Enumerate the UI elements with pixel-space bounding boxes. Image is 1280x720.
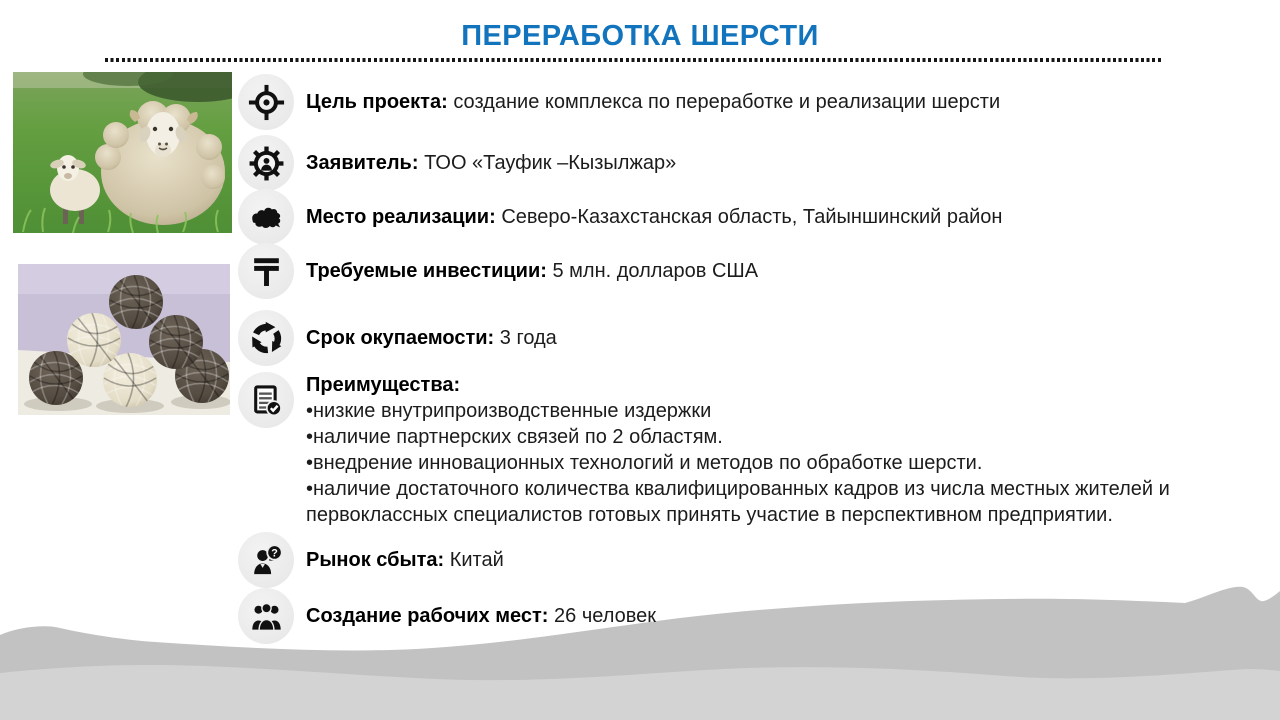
person-question-icon: [238, 532, 294, 588]
investment-value: 5 млн. долларов США: [552, 259, 759, 282]
market-row: [238, 532, 504, 588]
recycle-icon: [238, 310, 294, 366]
page-title: ПЕРЕРАБОТКА ШЕРСТИ: [461, 20, 819, 52]
location-label: Место реализации:: [306, 205, 496, 228]
question-glyph: ?: [270, 546, 278, 559]
location-row: [238, 189, 1002, 245]
payback-label: Срок окупаемости:: [306, 326, 495, 349]
target-icon: [238, 74, 294, 130]
jobs-label: Создание рабочих мест:: [306, 604, 549, 627]
yarn-photo: [18, 264, 230, 415]
payback-text: [306, 327, 557, 350]
project-goal-row: [238, 74, 1000, 130]
advantages-text: [306, 372, 1251, 528]
investment-text: [306, 260, 758, 283]
people-group-icon: [238, 588, 294, 644]
market-label: Рынок сбыта:: [306, 548, 445, 571]
project-goal-text: [306, 91, 1000, 114]
project-goal-value: создание комплекса по переработке и реализации шерсти: [453, 90, 1001, 113]
market-text: [306, 549, 504, 572]
jobs-row: [238, 588, 656, 644]
advantage-bullet: •низкие внутрипроизводственные издержки: [306, 400, 712, 422]
tenge-icon: [238, 243, 294, 299]
advantages-row: [238, 372, 1251, 528]
map-region-icon: [238, 189, 294, 245]
investment-row: [238, 243, 758, 299]
gear-person-icon: [238, 135, 294, 191]
document-check-icon: [238, 372, 294, 428]
location-text: [306, 206, 1002, 229]
sheep-photo: [13, 72, 232, 233]
applicant-value: ТОО «Тауфик –Кызылжар»: [424, 151, 677, 174]
project-goal-label: Цель проекта:: [306, 90, 448, 113]
jobs-value: 26 человек: [554, 604, 656, 627]
advantage-bullet: •внедрение инновационных технологий и методов по обработке шерсти.: [306, 452, 983, 474]
applicant-text: [306, 152, 676, 175]
market-value: Китай: [449, 548, 504, 571]
investment-label: Требуемые инвестиции:: [306, 259, 547, 282]
payback-value: 3 года: [499, 326, 557, 349]
dotted-divider: [105, 58, 1161, 62]
advantage-bullet: •наличие партнерских связей по 2 областям.: [306, 426, 723, 448]
jobs-text: [306, 605, 656, 628]
applicant-label: Заявитель:: [306, 151, 419, 174]
location-value: Северо-Казахстанская область, Тайыншинский район: [501, 205, 1003, 228]
advantages-label: Преимущества:: [306, 374, 461, 396]
advantage-bullet: •наличие достаточного количества квалифицированных кадров из числа местных жителей и первоклассных специалистов готовых принять участие в перспективном предприятии.: [306, 478, 1170, 526]
applicant-row: [238, 135, 676, 191]
payback-row: [238, 310, 557, 366]
